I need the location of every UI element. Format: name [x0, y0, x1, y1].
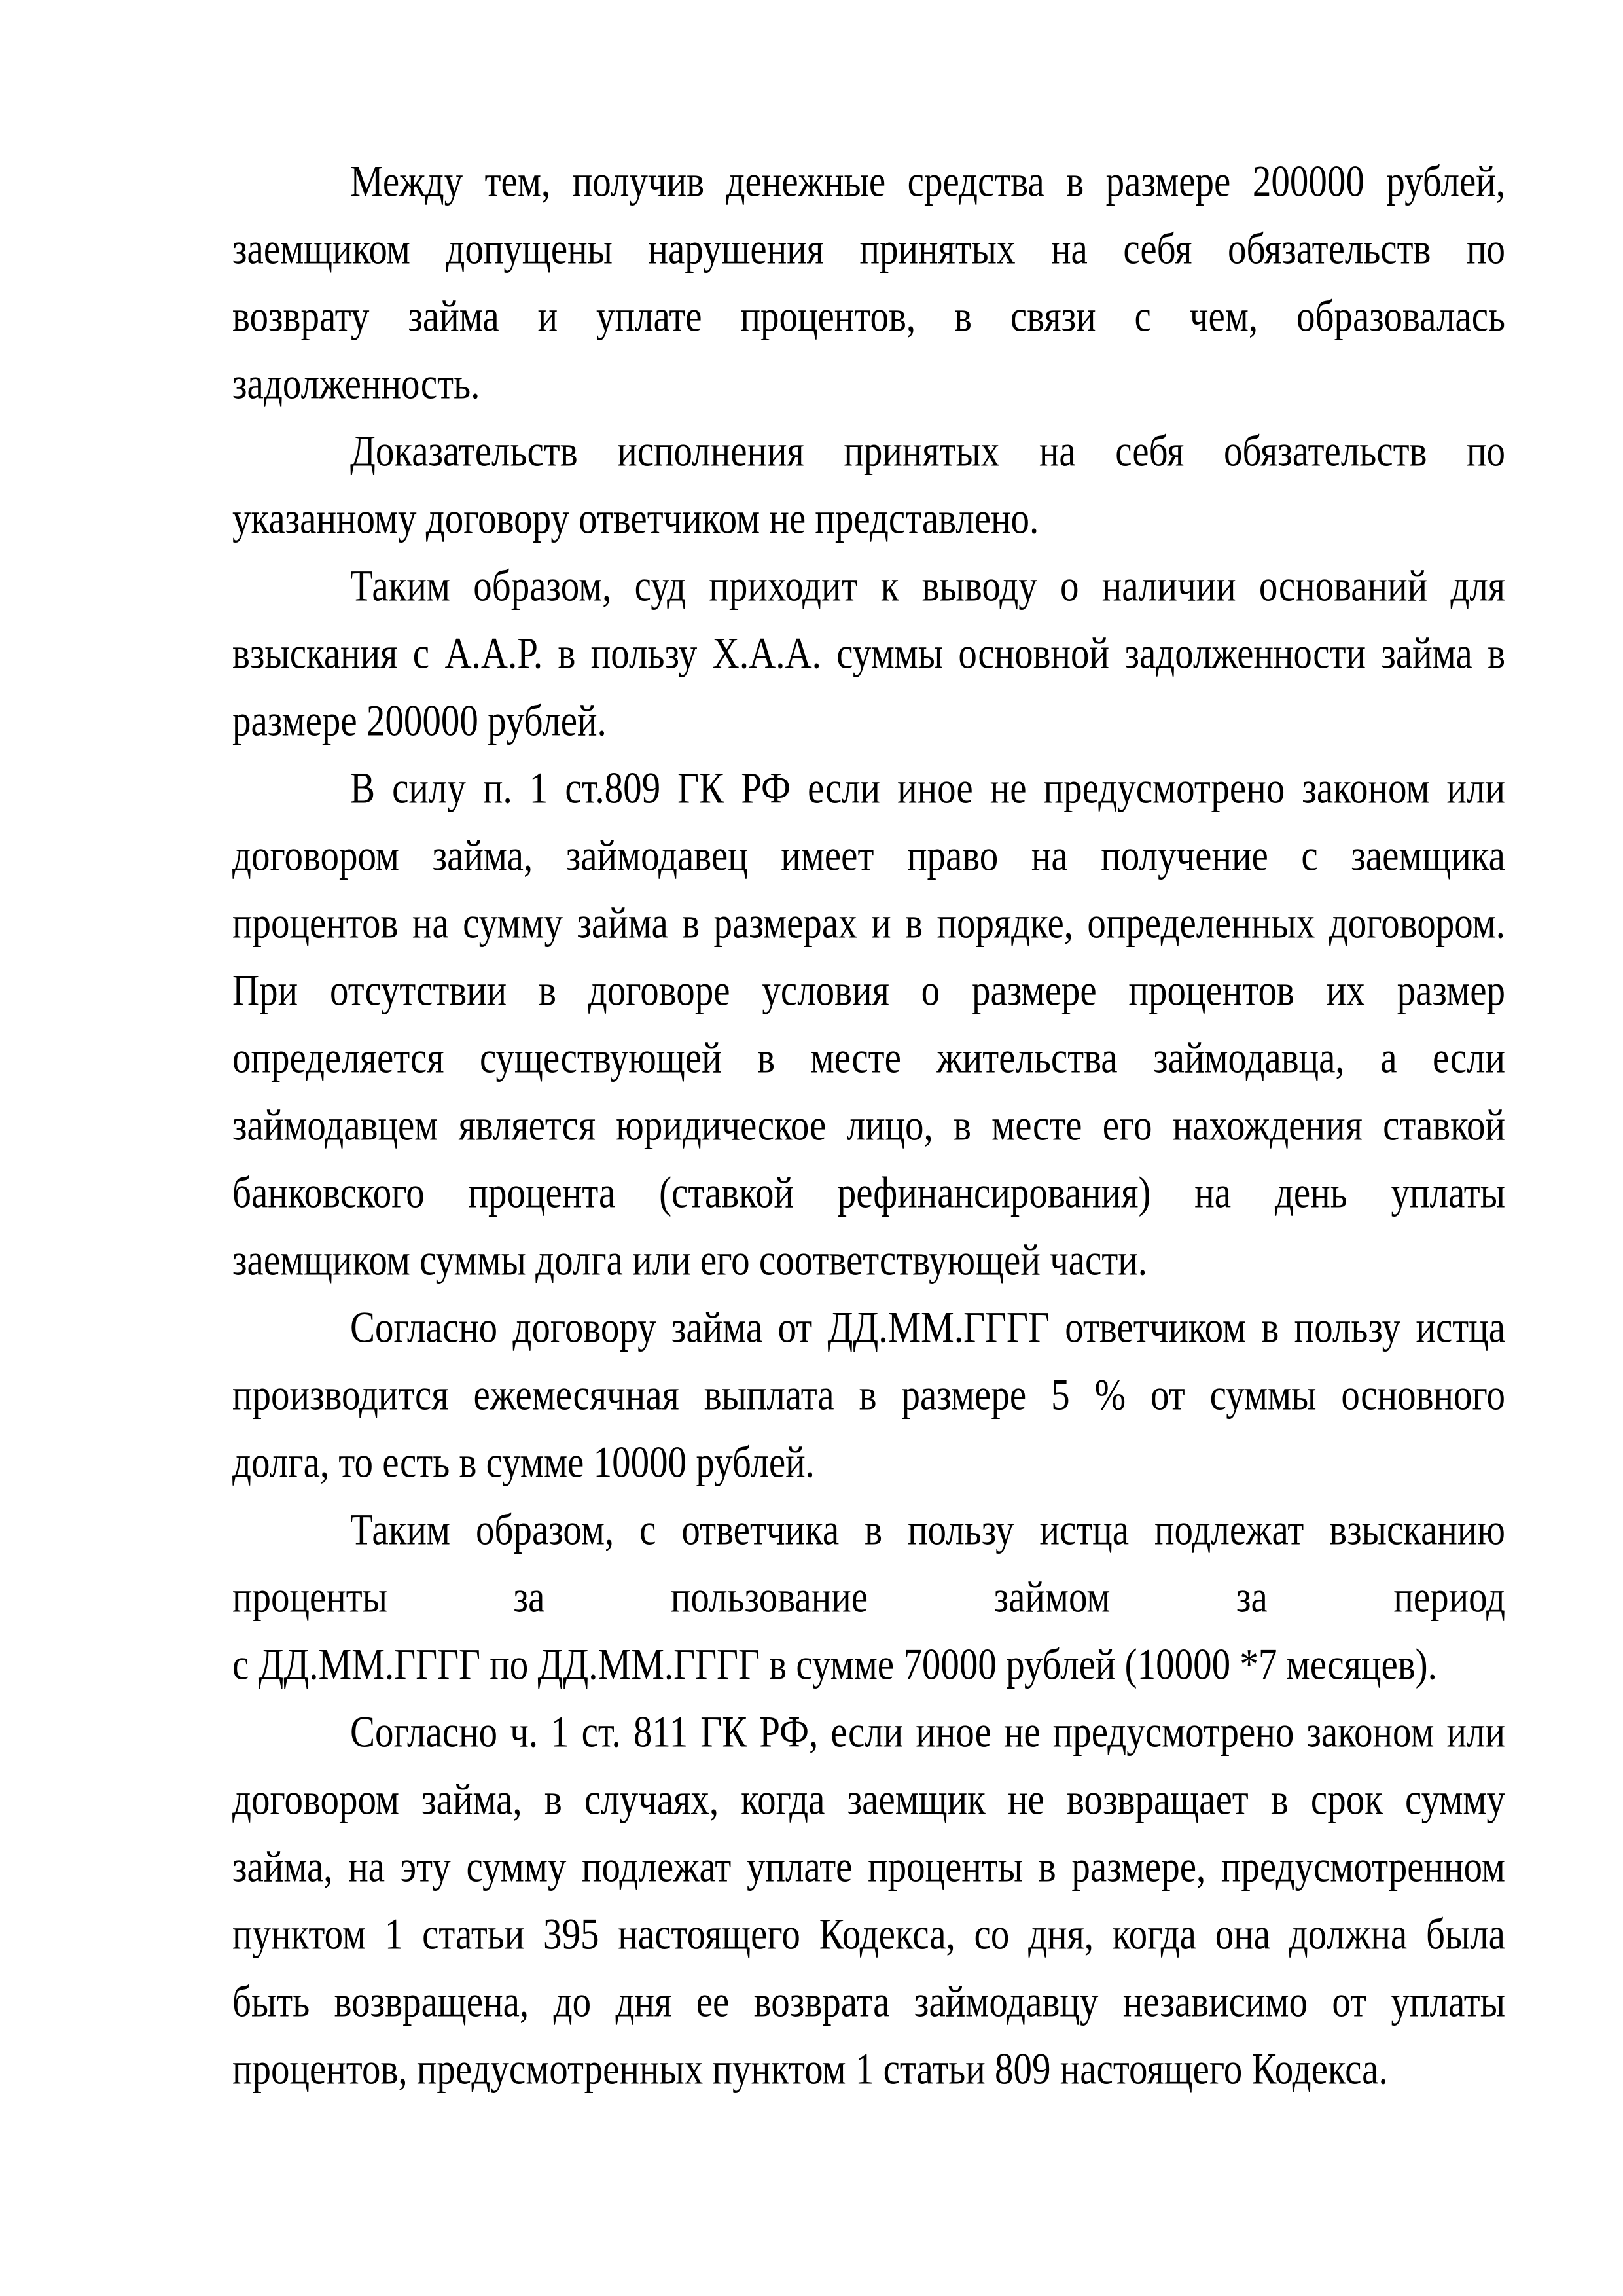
- text-line: заемщиком суммы долга или его соответствующей части.: [232, 1236, 1148, 1285]
- text-line: определяется существующей в месте жительства займодавца, а если: [232, 1033, 1505, 1083]
- text-line: Согласно ч. 1 ст. 811 ГК РФ, если иное не предусмотрено законом или: [350, 1708, 1505, 1757]
- document-body: [232, 148, 1505, 2103]
- text-line: размере 200000 рублей.: [232, 696, 607, 745]
- text-line: заемщиком допущены нарушения принятых на себя обязательств по: [232, 224, 1505, 274]
- text-line: проценты за пользование займом за период: [232, 1573, 1505, 1622]
- text-line: займа, на эту сумму подлежат уплате проценты в размере, предусмотренном: [232, 1842, 1505, 1892]
- text-line: задолженность.: [232, 359, 480, 408]
- text-line: В силу п. 1 ст.809 ГК РФ если иное не предусмотрено законом или: [350, 764, 1505, 813]
- text-line: указанному договору ответчиком не представлено.: [232, 494, 1039, 543]
- text-line: пунктом 1 статьи 395 настоящего Кодекса, со дня, когда она должна была: [232, 1910, 1505, 1959]
- text-line: Доказательств исполнения принятых на себя обязательств по: [350, 427, 1505, 476]
- text-line: При отсутствии в договоре условия о размере процентов их размер: [232, 966, 1505, 1015]
- paragraph: [232, 552, 1505, 755]
- text-line: процентов на сумму займа в размерах и в порядке, определенных договором.: [232, 899, 1505, 948]
- text-line: договором займа, в случаях, когда заемщик не возвращает в срок сумму: [232, 1775, 1505, 1824]
- text-line: быть возвращена, до дня ее возврата займодавцу независимо от уплаты: [232, 1977, 1505, 2026]
- text-line: Согласно договору займа от ДД.ММ.ГГГГ ответчиком в пользу истца: [350, 1303, 1505, 1352]
- paragraph: [232, 1698, 1505, 2103]
- text-line: Таким образом, с ответчика в пользу истца подлежат взысканию: [350, 1505, 1505, 1554]
- paragraph: [232, 418, 1505, 552]
- text-line: процентов, предусмотренных пунктом 1 статьи 809 настоящего Кодекса.: [232, 2045, 1388, 2094]
- paragraph: [232, 755, 1505, 1294]
- text-line: Таким образом, суд приходит к выводу о наличии оснований для: [350, 562, 1505, 611]
- text-line: производится ежемесячная выплата в размере 5 % от суммы основного: [232, 1371, 1505, 1420]
- text-line: Между тем, получив денежные средства в размере 200000 рублей,: [350, 157, 1505, 206]
- text-line: займодавцем является юридическое лицо, в месте его нахождения ставкой: [232, 1101, 1505, 1150]
- paragraph: [232, 1496, 1505, 1698]
- text-line: возврату займа и уплате процентов, в связи с чем, образовалась: [232, 292, 1505, 341]
- text-line: с ДД.ММ.ГГГГ по ДД.ММ.ГГГГ в сумме 70000 рублей (10000 *7 месяцев).: [232, 1640, 1437, 1689]
- text-line: взыскания с А.А.Р. в пользу Х.А.А. суммы основной задолженности займа в: [232, 629, 1505, 678]
- text-line: договором займа, займодавец имеет право на получение с заемщика: [232, 831, 1505, 880]
- paragraph: [232, 1294, 1505, 1496]
- text-line: банковского процента (ставкой рефинансирования) на день уплаты: [232, 1168, 1505, 1217]
- text-line: долга, то есть в сумме 10000 рублей.: [232, 1438, 815, 1487]
- paragraph: [232, 148, 1505, 418]
